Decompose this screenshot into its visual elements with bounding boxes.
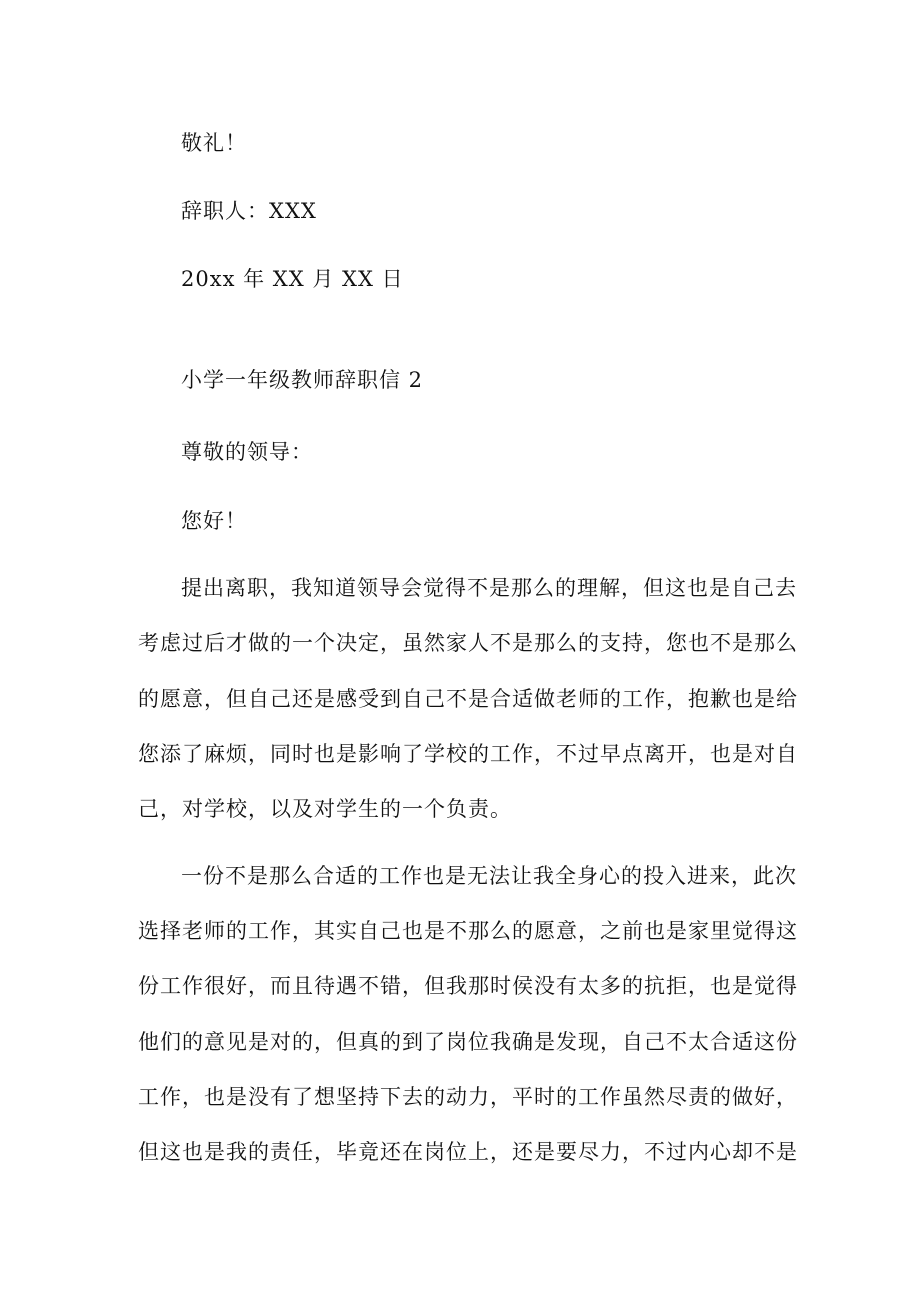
paragraph-2-line: 工作，也是没有了想坚持下去的动力，平时的工作虽然尽责的做好， [138,1085,798,1109]
paragraph-1-line: 的愿意，但自己还是感受到自己不是合适做老师的工作，抱歉也是给 [138,687,798,711]
paragraph-1-line: 己，对学校，以及对学生的一个负责。 [138,797,512,821]
paragraph-1-line: 您添了麻烦，同时也是影响了学校的工作，不过早点离开，也是对自 [138,742,798,766]
paragraph-1-line: 考虑过后才做的一个决定，虽然家人不是那么的支持，您也不是那么 [138,631,798,655]
section-title: 小学一年级教师辞职信 2 [181,368,424,392]
greeting-line: 您好！ [181,509,247,533]
salutation-line: 尊敬的领导： [181,440,313,464]
closing-line: 敬礼！ [181,131,247,155]
paragraph-2-line: 选择老师的工作，其实自己也是不那么的愿意，之前也是家里觉得这 [138,919,798,943]
paragraph-1-line: 提出离职，我知道领导会觉得不是那么的理解，但这也是自己去 [181,576,797,600]
paragraph-2-line: 但这也是我的责任，毕竟还在岗位上，还是要尽力，不过内心却不是 [138,1140,798,1164]
paragraph-2-line: 份工作很好，而且待遇不错，但我那时侯没有太多的抗拒，也是觉得 [138,974,798,998]
signature-line: 辞职人：XXX [181,199,317,223]
date-line: 20xx 年 XX 月 XX 日 [181,267,404,291]
paragraph-2-line: 一份不是那么合适的工作也是无法让我全身心的投入进来，此次 [181,864,797,888]
paragraph-2-line: 他们的意见是对的，但真的到了岗位我确是发现，自己不太合适这份 [138,1030,798,1054]
